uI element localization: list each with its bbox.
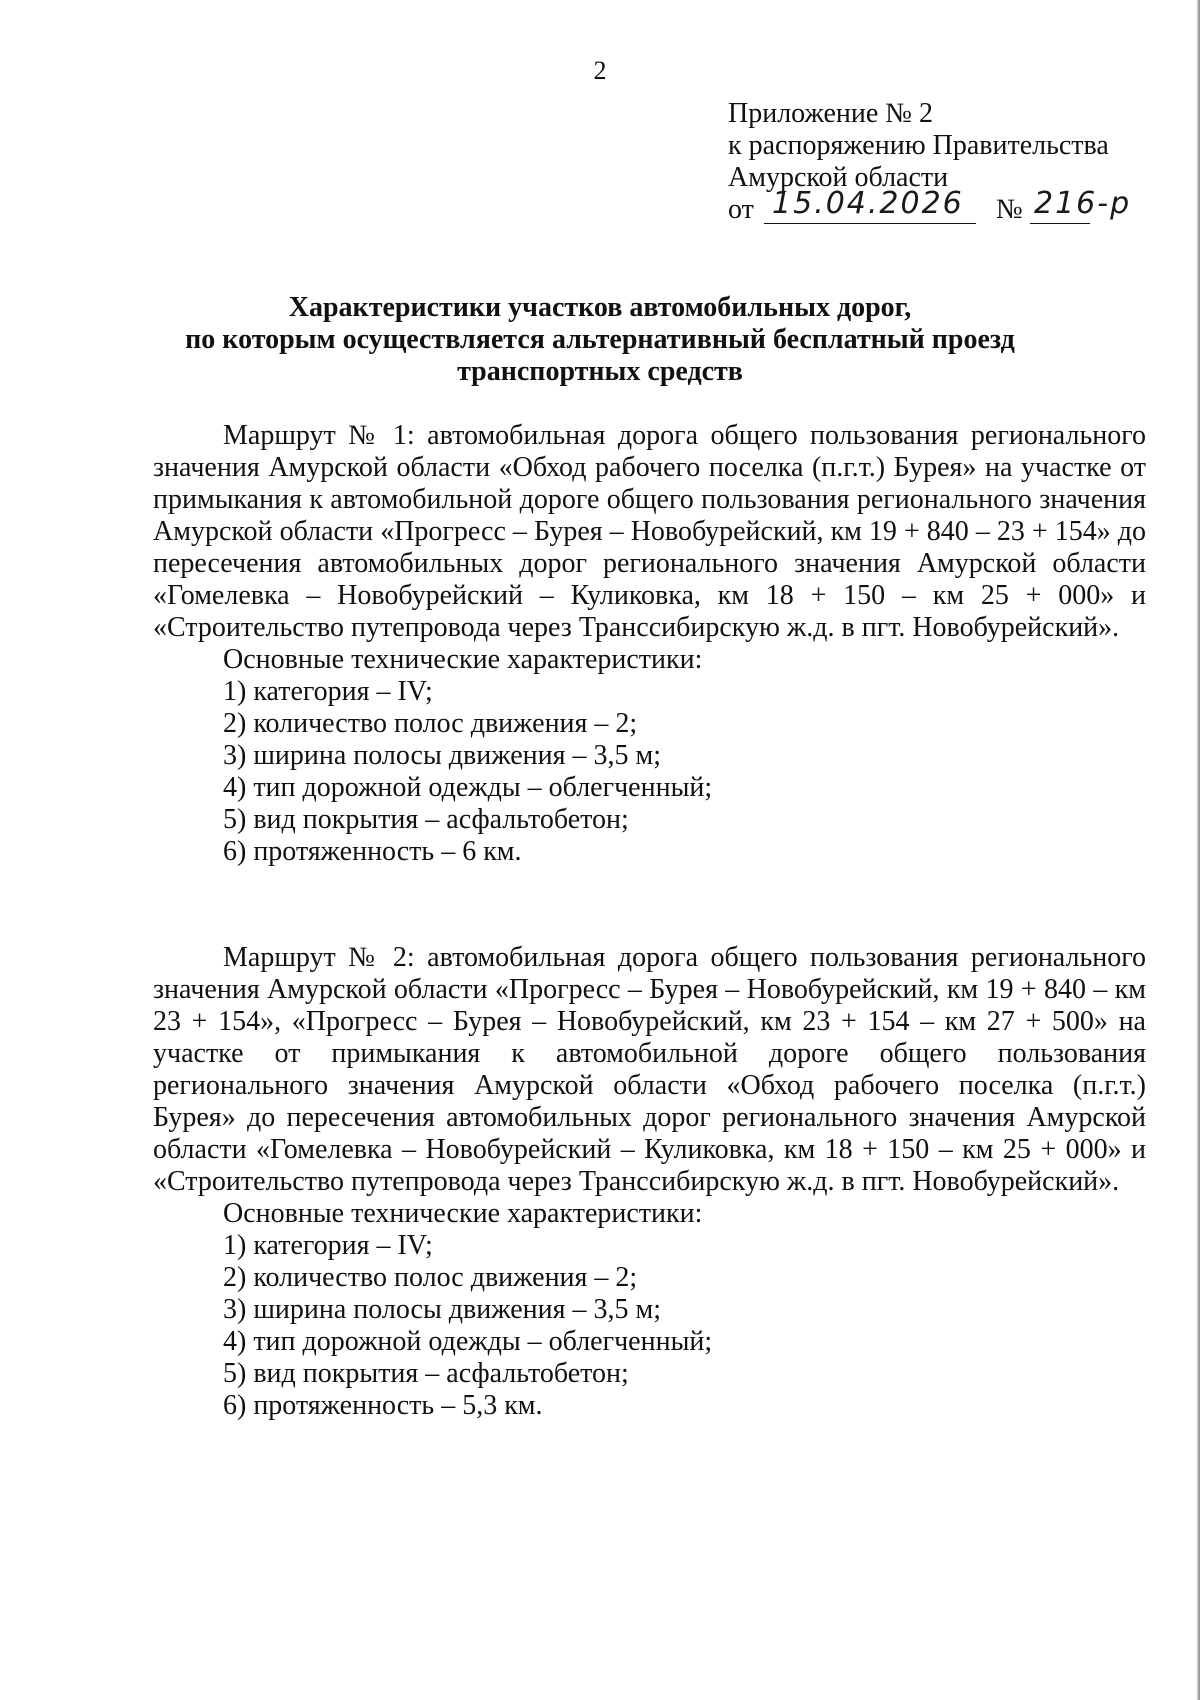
route-2-spec-5: 5) вид покрытия – асфальтобетон; [223,1358,629,1389]
route-2-description: Маршрут № 2: автомобильная дорога общего пользования регионального значения Амурской области «Прогресс – Бурея – Новобурейский, км 19 + 840 – км 23 + 154», «Прогресс – Бурея – Новобурейский, км 23 + 154 – км 27 + 500» на участке от примыкания к автомобильной дороге общего пользования регионального значения Амурской области «Обход рабочего поселка (п.г.т.) Бурея» до пересечения автомобильных дорог регионального значения Амурской области «Гомелевка – Новобурейский – Куликовка, км 18 + 150 – км 25 + 000» и «Строительство путепровода через Транссибирскую ж.д. в пгт. Новобурейский». [153,942,1146,1197]
route-2-spec-3: 3) ширина полосы движения – 3,5 м; [223,1294,661,1325]
route-1-spec-6: 6) протяженность – 6 км. [223,836,522,867]
route-1-spec-5: 5) вид покрытия – асфальтобетон; [223,804,629,835]
title-line-1: Характеристики участков автомобильных дорог, [288,292,912,323]
date-prefix: от [728,194,754,225]
appendix-block [728,98,1132,230]
route-2-spec-1: 1) категория – IV; [223,1230,433,1261]
appendix-line-1: Приложение № 2 [728,98,933,129]
route-1-spec-4: 4) тип дорожной одежды – облегченный; [223,772,713,803]
title-line-2: по которым осуществляется альтернативный бесплатный проезд [185,324,1015,355]
route-1-spec-3: 3) ширина полосы движения – 3,5 м; [223,740,661,771]
route-2-spec-2: 2) количество полос движения – 2; [223,1262,638,1293]
route-1-spec-1: 1) категория – IV; [223,676,433,707]
page-number: 2 [593,56,607,85]
route-2-specs [153,1198,1146,1422]
handwritten-number: 216-р [1034,186,1132,221]
route-1-specs-heading: Основные технические характеристики: [223,644,703,675]
appendix-line-2: к распоряжению Правительства [728,130,1109,161]
number-prefix: № [996,194,1023,225]
route-1-description: Маршрут № 1: автомобильная дорога общего пользования регионального значения Амурской области «Обход рабочего поселка (п.г.т.) Бурея» на участке от примыкания к автомобильной дороге общего пользования регионального значения Амурской области «Прогресс – Бурея – Новобурейский, км 19 + 840 – 23 + 154» до пересечения автомобильных дорог регионального значения Амурской области «Гомелевка – Новобурейский – Куликовка, км 18 + 150 – км 25 + 000» и «Строительство путепровода через Транссибирскую ж.д. в пгт. Новобурейский». [153,420,1146,643]
route-1-spec-2: 2) количество полос движения – 2; [223,708,638,739]
route-2-section [153,942,1146,1422]
appendix-line-3: Амурской области [728,162,949,193]
route-1-specs [153,644,1146,868]
title-line-3: транспортных средств [457,356,743,387]
date-underline [764,223,976,224]
document-title [150,292,1050,388]
route-2-specs-heading: Основные технические характеристики: [223,1198,703,1229]
route-1-section [153,420,1146,868]
route-2-spec-6: 6) протяженность – 5,3 км. [223,1390,543,1421]
route-2-spec-4: 4) тип дорожной одежды – облегченный; [223,1326,713,1357]
appendix-date-number-row [728,186,1132,230]
handwritten-date: 15.04.2026 [772,186,964,221]
number-underline [1030,223,1090,224]
